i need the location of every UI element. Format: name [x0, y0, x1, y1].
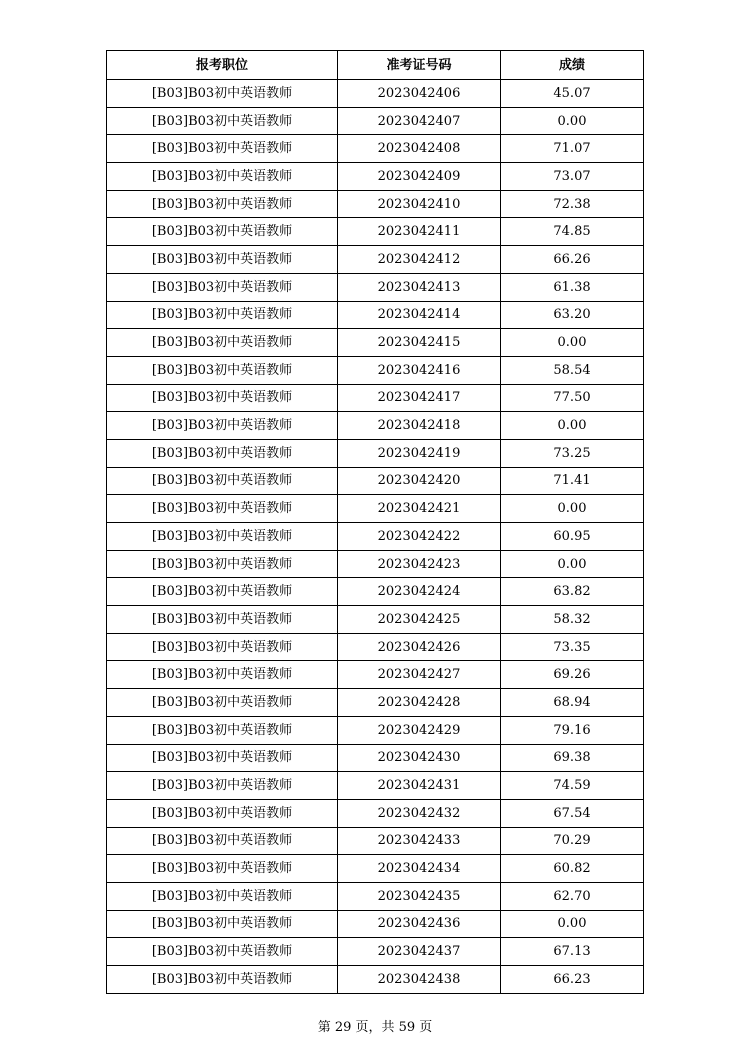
cell-score: 77.50	[501, 384, 644, 412]
cell-score: 0.00	[501, 910, 644, 938]
cell-score: 0.00	[501, 412, 644, 440]
cell-position: [B03]B03初中英语教师	[107, 855, 338, 883]
cell-exam-id: 2023042411	[338, 218, 501, 246]
cell-score: 73.25	[501, 439, 644, 467]
score-table	[106, 50, 644, 994]
cell-position: [B03]B03初中英语教师	[107, 633, 338, 661]
cell-position: [B03]B03初中英语教师	[107, 467, 338, 495]
cell-score: 70.29	[501, 827, 644, 855]
table-row	[107, 356, 644, 384]
table-row	[107, 744, 644, 772]
cell-position: [B03]B03初中英语教师	[107, 356, 338, 384]
header-exam-id: 准考证号码	[338, 51, 501, 80]
cell-score: 0.00	[501, 329, 644, 357]
table-row	[107, 190, 644, 218]
cell-score: 69.38	[501, 744, 644, 772]
cell-position: [B03]B03初中英语教师	[107, 384, 338, 412]
cell-exam-id: 2023042433	[338, 827, 501, 855]
cell-position: [B03]B03初中英语教师	[107, 135, 338, 163]
cell-exam-id: 2023042432	[338, 799, 501, 827]
cell-score: 58.32	[501, 606, 644, 634]
table-row	[107, 439, 644, 467]
table-row	[107, 966, 644, 994]
cell-exam-id: 2023042409	[338, 163, 501, 191]
cell-position: [B03]B03初中英语教师	[107, 550, 338, 578]
table-row	[107, 107, 644, 135]
cell-score: 73.35	[501, 633, 644, 661]
cell-position: [B03]B03初中英语教师	[107, 412, 338, 440]
table-row	[107, 689, 644, 717]
cell-position: [B03]B03初中英语教师	[107, 661, 338, 689]
cell-score: 66.26	[501, 246, 644, 274]
cell-exam-id: 2023042431	[338, 772, 501, 800]
table-row	[107, 273, 644, 301]
cell-score: 63.20	[501, 301, 644, 329]
cell-exam-id: 2023042421	[338, 495, 501, 523]
cell-exam-id: 2023042410	[338, 190, 501, 218]
table-row	[107, 910, 644, 938]
cell-score: 68.94	[501, 689, 644, 717]
cell-exam-id: 2023042434	[338, 855, 501, 883]
cell-position: [B03]B03初中英语教师	[107, 523, 338, 551]
cell-exam-id: 2023042438	[338, 966, 501, 994]
cell-position: [B03]B03初中英语教师	[107, 689, 338, 717]
cell-position: [B03]B03初中英语教师	[107, 246, 338, 274]
cell-score: 67.13	[501, 938, 644, 966]
cell-score: 60.95	[501, 523, 644, 551]
cell-score: 79.16	[501, 716, 644, 744]
table-row	[107, 135, 644, 163]
cell-exam-id: 2023042408	[338, 135, 501, 163]
cell-exam-id: 2023042417	[338, 384, 501, 412]
table-row	[107, 799, 644, 827]
table-row	[107, 772, 644, 800]
table-row	[107, 661, 644, 689]
table-header-row	[107, 51, 644, 80]
cell-exam-id: 2023042428	[338, 689, 501, 717]
cell-exam-id: 2023042429	[338, 716, 501, 744]
cell-exam-id: 2023042414	[338, 301, 501, 329]
header-position: 报考职位	[107, 51, 338, 80]
cell-exam-id: 2023042426	[338, 633, 501, 661]
cell-position: [B03]B03初中英语教师	[107, 218, 338, 246]
cell-score: 66.23	[501, 966, 644, 994]
cell-position: [B03]B03初中英语教师	[107, 578, 338, 606]
cell-position: [B03]B03初中英语教师	[107, 606, 338, 634]
table-row	[107, 218, 644, 246]
cell-position: [B03]B03初中英语教师	[107, 273, 338, 301]
cell-position: [B03]B03初中英语教师	[107, 938, 338, 966]
cell-score: 62.70	[501, 882, 644, 910]
cell-score: 67.54	[501, 799, 644, 827]
cell-exam-id: 2023042437	[338, 938, 501, 966]
cell-position: [B03]B03初中英语教师	[107, 301, 338, 329]
table-row	[107, 855, 644, 883]
cell-score: 71.41	[501, 467, 644, 495]
table-row	[107, 246, 644, 274]
cell-position: [B03]B03初中英语教师	[107, 882, 338, 910]
cell-score: 73.07	[501, 163, 644, 191]
cell-score: 45.07	[501, 80, 644, 108]
cell-exam-id: 2023042430	[338, 744, 501, 772]
cell-exam-id: 2023042427	[338, 661, 501, 689]
cell-exam-id: 2023042436	[338, 910, 501, 938]
table-row	[107, 578, 644, 606]
cell-position: [B03]B03初中英语教师	[107, 495, 338, 523]
cell-score: 74.59	[501, 772, 644, 800]
cell-score: 71.07	[501, 135, 644, 163]
cell-position: [B03]B03初中英语教师	[107, 910, 338, 938]
cell-exam-id: 2023042420	[338, 467, 501, 495]
table-row	[107, 550, 644, 578]
cell-exam-id: 2023042407	[338, 107, 501, 135]
cell-score: 69.26	[501, 661, 644, 689]
table-row	[107, 882, 644, 910]
header-score: 成绩	[501, 51, 644, 80]
cell-position: [B03]B03初中英语教师	[107, 163, 338, 191]
cell-exam-id: 2023042424	[338, 578, 501, 606]
cell-score: 0.00	[501, 107, 644, 135]
cell-exam-id: 2023042423	[338, 550, 501, 578]
table-row	[107, 606, 644, 634]
cell-score: 58.54	[501, 356, 644, 384]
table-row	[107, 80, 644, 108]
cell-position: [B03]B03初中英语教师	[107, 329, 338, 357]
cell-exam-id: 2023042435	[338, 882, 501, 910]
table-row	[107, 495, 644, 523]
page-number: 第 29 页，共 59 页	[317, 1020, 433, 1035]
cell-exam-id: 2023042413	[338, 273, 501, 301]
table-row	[107, 384, 644, 412]
cell-position: [B03]B03初中英语教师	[107, 772, 338, 800]
table-row	[107, 938, 644, 966]
cell-score: 72.38	[501, 190, 644, 218]
cell-position: [B03]B03初中英语教师	[107, 799, 338, 827]
cell-position: [B03]B03初中英语教师	[107, 190, 338, 218]
cell-position: [B03]B03初中英语教师	[107, 966, 338, 994]
table-row	[107, 412, 644, 440]
cell-position: [B03]B03初中英语教师	[107, 80, 338, 108]
table-row	[107, 523, 644, 551]
cell-position: [B03]B03初中英语教师	[107, 744, 338, 772]
table-row	[107, 163, 644, 191]
cell-position: [B03]B03初中英语教师	[107, 107, 338, 135]
cell-exam-id: 2023042418	[338, 412, 501, 440]
table-row	[107, 467, 644, 495]
table-row	[107, 329, 644, 357]
cell-score: 0.00	[501, 495, 644, 523]
cell-exam-id: 2023042425	[338, 606, 501, 634]
cell-score: 74.85	[501, 218, 644, 246]
table-row	[107, 827, 644, 855]
cell-exam-id: 2023042419	[338, 439, 501, 467]
cell-exam-id: 2023042422	[338, 523, 501, 551]
cell-position: [B03]B03初中英语教师	[107, 716, 338, 744]
cell-exam-id: 2023042412	[338, 246, 501, 274]
table-row	[107, 633, 644, 661]
table-row	[107, 716, 644, 744]
cell-score: 60.82	[501, 855, 644, 883]
cell-position: [B03]B03初中英语教师	[107, 827, 338, 855]
cell-score: 61.38	[501, 273, 644, 301]
cell-position: [B03]B03初中英语教师	[107, 439, 338, 467]
cell-exam-id: 2023042415	[338, 329, 501, 357]
cell-exam-id: 2023042416	[338, 356, 501, 384]
cell-exam-id: 2023042406	[338, 80, 501, 108]
cell-score: 63.82	[501, 578, 644, 606]
table-row	[107, 301, 644, 329]
cell-score: 0.00	[501, 550, 644, 578]
